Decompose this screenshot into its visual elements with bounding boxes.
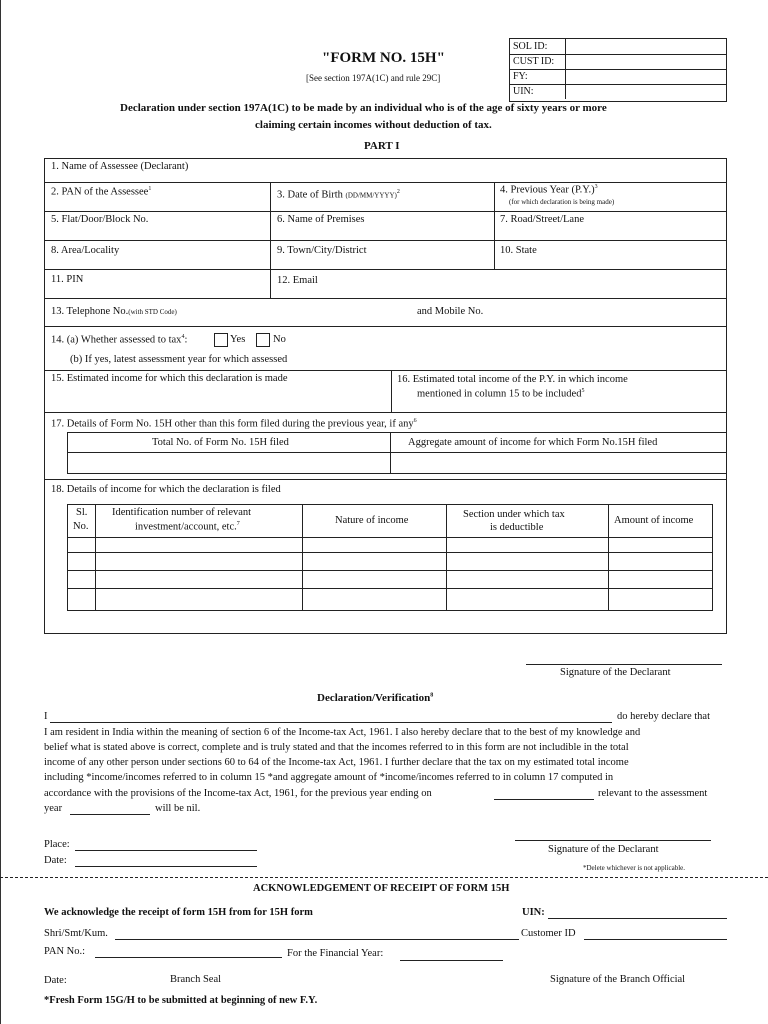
email-label: 12. Email bbox=[277, 275, 318, 286]
place-line[interactable] bbox=[75, 850, 257, 851]
town-label: 9. Town/City/District bbox=[277, 245, 367, 256]
assessment-year-line[interactable] bbox=[70, 814, 150, 815]
cust-id-row bbox=[510, 54, 726, 70]
aggregate-amount-header: Aggregate amount of income for which Form No.15H filed bbox=[408, 437, 658, 448]
name-of-assessee-label: 1. Name of Assessee (Declarant) bbox=[51, 161, 189, 172]
declaration-title: Declaration/Verification$^8$ bbox=[317, 692, 434, 704]
rule bbox=[494, 182, 495, 269]
amount-header: Amount of income bbox=[614, 515, 694, 526]
previous-year-note: (for which declaration is being made) bbox=[509, 198, 615, 206]
no-label: No bbox=[273, 334, 286, 345]
rule bbox=[446, 504, 447, 610]
rule bbox=[44, 298, 726, 299]
section-header-1: Section under which tax bbox=[463, 509, 565, 520]
date-line[interactable] bbox=[75, 866, 257, 867]
declaration-i: I bbox=[44, 711, 48, 722]
ack-shri-label: Shri/Smt/Kum. bbox=[44, 928, 108, 939]
date-label: Date: bbox=[44, 855, 67, 866]
declaration-line-5: including *income/incomes referred to in column 15 *and aggregate amount of *income/incomes referred to in column 17 computed in bbox=[44, 772, 614, 783]
left-edge-line bbox=[0, 0, 1, 1024]
identification-header-2: investment/account, etc.$^7$ bbox=[135, 521, 240, 533]
signature-line bbox=[515, 840, 711, 841]
ack-uin-line[interactable] bbox=[548, 918, 727, 919]
cust-id-label: CUST ID: bbox=[513, 54, 566, 69]
ack-uin-label: UIN: bbox=[522, 907, 545, 918]
rule bbox=[44, 269, 726, 270]
cut-line bbox=[0, 877, 768, 878]
mobile-label: and Mobile No. bbox=[417, 306, 484, 317]
area-label: 8. Area/Locality bbox=[51, 245, 120, 256]
declaration-line-7b: will be nil. bbox=[155, 803, 201, 814]
rule bbox=[44, 370, 726, 371]
ack-signature-label: Signature of the Branch Official bbox=[550, 974, 686, 985]
rule bbox=[44, 182, 726, 183]
sol-id-row bbox=[510, 39, 726, 55]
yes-checkbox[interactable] bbox=[214, 333, 228, 347]
road-label: 7. Road/Street/Lane bbox=[500, 214, 584, 225]
rule bbox=[67, 570, 712, 571]
signature-label-1: Signature of the Declarant bbox=[560, 667, 671, 678]
signature-label-2: Signature of the Declarant bbox=[548, 844, 659, 855]
rule bbox=[67, 552, 712, 553]
rule bbox=[44, 326, 726, 327]
ack-pan-label: PAN No.: bbox=[44, 946, 86, 957]
fy-row bbox=[510, 69, 726, 85]
declarant-name-line[interactable] bbox=[50, 722, 612, 723]
form-title: "FORM NO. 15H" bbox=[322, 50, 445, 66]
rule bbox=[270, 182, 271, 298]
declaration-line-7a: year bbox=[44, 803, 63, 814]
rule bbox=[95, 504, 96, 610]
sl-header-1: Sl. bbox=[76, 507, 88, 518]
ack-fy-line[interactable] bbox=[400, 960, 503, 961]
rule bbox=[67, 588, 712, 589]
declaration-line-3: belief what is stated above is correct, complete and is truly stated and that the incomes referred to in this form are not includible in the total bbox=[44, 742, 629, 753]
rule bbox=[391, 370, 392, 412]
form-subtitle: [See section 197A(1C) and rule 29C] bbox=[306, 73, 441, 83]
rule bbox=[390, 432, 391, 473]
previous-year-label: 4. Previous Year $(P.Y.)^3$ bbox=[500, 184, 598, 196]
ack-fresh-note: *Fresh Form 15G/H to be submitted at beginning of new F.Y. bbox=[44, 995, 318, 1006]
sol-id-label: SOL ID: bbox=[513, 39, 566, 54]
section-header-2: is deductible bbox=[490, 522, 544, 533]
total-income-label-2: mentioned in column 15 to be included$^5$ bbox=[417, 388, 585, 400]
id-box bbox=[509, 38, 727, 102]
telephone-label: 13. Telephone No.(with STD Code) bbox=[51, 306, 177, 317]
ack-date-label: Date: bbox=[44, 975, 67, 986]
rule bbox=[44, 412, 726, 413]
premises-label: 6. Name of Premises bbox=[277, 214, 365, 225]
ack-title: ACKNOWLEDGEMENT OF RECEIPT OF FORM 15H bbox=[253, 883, 510, 894]
place-label: Place: bbox=[44, 839, 70, 850]
signature-line bbox=[526, 664, 722, 665]
ack-seal-label: Branch Seal bbox=[170, 974, 222, 985]
identification-header-1: Identification number of relevant bbox=[112, 507, 252, 518]
assessment-year-label: (b) If yes, latest assessment year for which assessed bbox=[70, 354, 288, 365]
rule bbox=[67, 537, 712, 538]
declaration-line-6a: accordance with the provisions of the Income-tax Act, 1961, for the previous year ending on bbox=[44, 788, 432, 799]
uin-label: UIN: bbox=[513, 84, 566, 99]
income-details-label: 18. Details of income for which the declaration is filed bbox=[51, 484, 281, 495]
assessed-to-tax-label: 14. (a) Whether assessed to tax$^4$: bbox=[51, 334, 188, 346]
pan-label: 2. PAN of the Assessee$^1$ bbox=[51, 186, 152, 198]
year-ending-line[interactable] bbox=[494, 799, 594, 800]
rule bbox=[302, 504, 303, 610]
ack-receipt: We acknowledge the receipt of form 15H from for 15H form bbox=[44, 907, 313, 918]
declaration-line-4: income of any other person under sections 60 to 64 of the Income-tax Act, 1961. I further declare that the tax on my estimated total income bbox=[44, 757, 629, 768]
declaration-hereby: do hereby declare that bbox=[617, 711, 710, 722]
rule bbox=[44, 211, 726, 212]
uin-row bbox=[510, 84, 726, 99]
total-income-label-1: 16. Estimated total income of the P.Y. in which income bbox=[397, 374, 628, 385]
declaration-heading-2: claiming certain incomes without deduction of tax. bbox=[255, 119, 492, 131]
rule bbox=[44, 479, 726, 480]
other-forms-label: 17. Details of Form No. 15H other than this form filed during the previous year, if any$^6$ bbox=[51, 418, 417, 430]
ack-fy-label: For the Financial Year: bbox=[287, 948, 384, 959]
delete-note: *Delete whichever is not applicable. bbox=[583, 864, 686, 872]
yes-label: Yes bbox=[230, 334, 246, 345]
no-checkbox[interactable] bbox=[256, 333, 270, 347]
ack-customer-line[interactable] bbox=[584, 939, 727, 940]
sl-header-2: No. bbox=[73, 521, 89, 532]
rule bbox=[44, 240, 726, 241]
pin-label: 11. PIN bbox=[51, 274, 84, 285]
declaration-line-2: I am resident in India within the meaning of section 6 of the Income-tax Act, 1961. I also hereby declare that to the best of my knowledge and bbox=[44, 727, 641, 738]
dob-label: 3. Date of Birth (DD/MM/YYYY)$^2$ bbox=[277, 189, 400, 201]
declaration-line-6b: relevant to the assessment bbox=[598, 788, 708, 799]
total-forms-header: Total No. of Form No. 15H filed bbox=[152, 437, 289, 448]
fy-label: FY: bbox=[513, 69, 566, 84]
rule bbox=[608, 504, 609, 610]
rule bbox=[67, 452, 726, 453]
ack-customer-label: Customer ID bbox=[521, 928, 576, 939]
state-label: 10. State bbox=[500, 245, 537, 256]
ack-pan-line[interactable] bbox=[95, 957, 282, 958]
ack-name-line[interactable] bbox=[115, 939, 519, 940]
estimated-income-label: 15. Estimated income for which this declaration is made bbox=[51, 373, 288, 384]
flat-label: 5. Flat/Door/Block No. bbox=[51, 214, 149, 225]
part-heading: PART I bbox=[364, 140, 400, 152]
declaration-heading-1: Declaration under section 197A(1C) to be made by an individual who is of the age of sixty years or more bbox=[120, 102, 607, 114]
nature-header: Nature of income bbox=[335, 515, 409, 526]
